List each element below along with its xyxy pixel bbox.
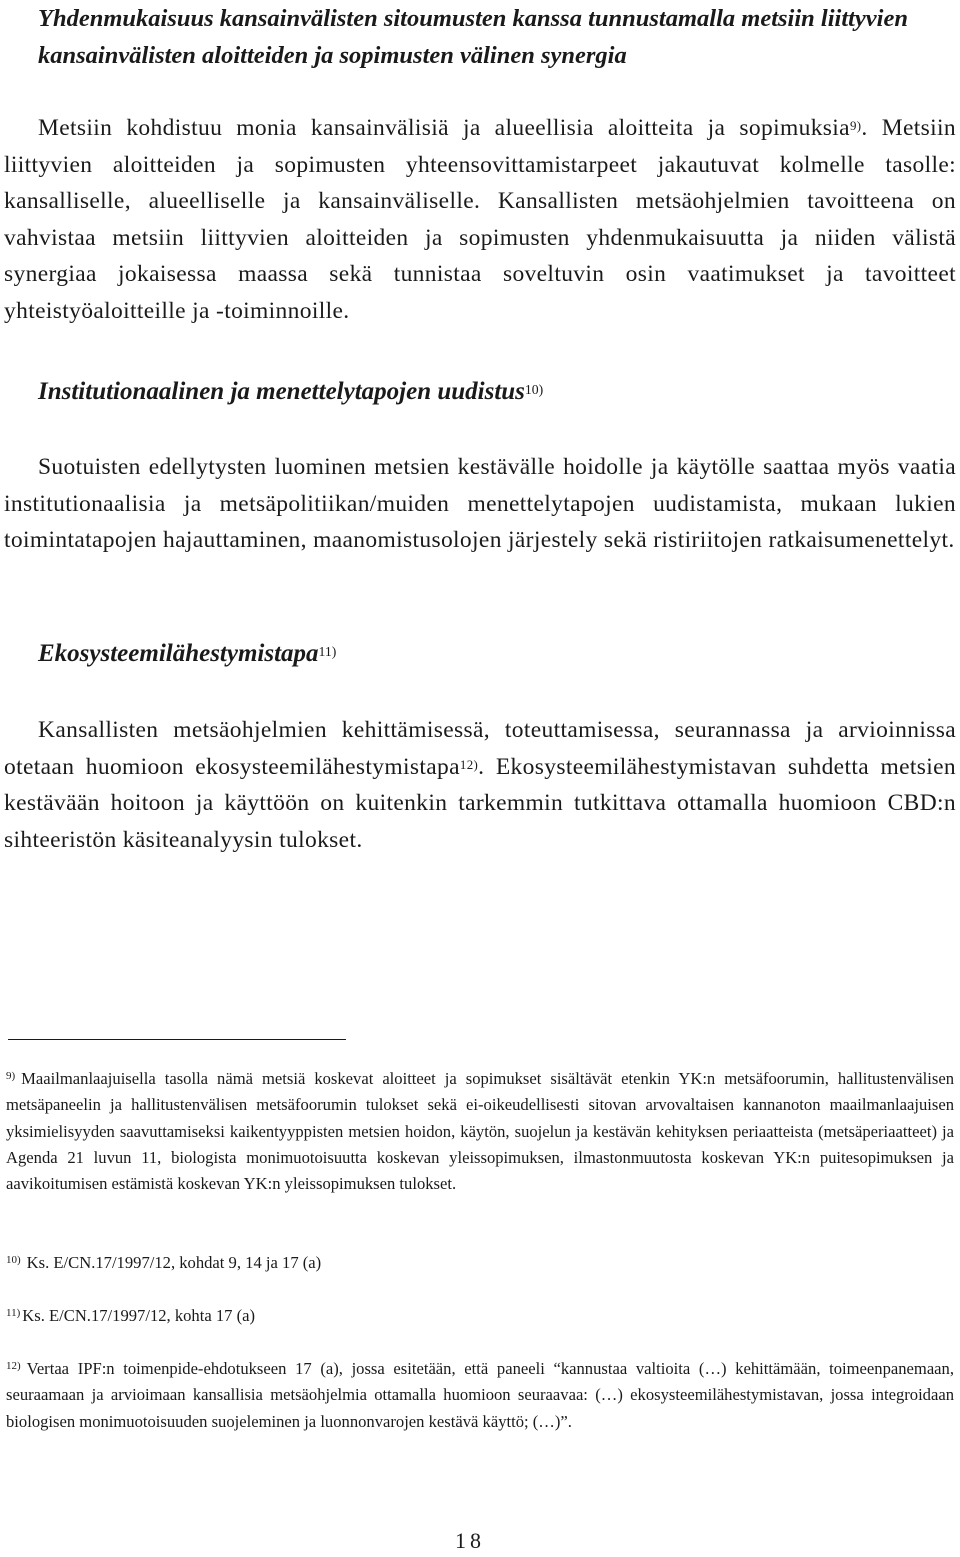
paragraph-text: . Ekosysteemilähestymistavan suhdetta metsien kestävään hoitoon ja käyttöön on kuitenkin tarkemmin tutkittava ottamalla huomioon CBD:n sihteeristön käsiteanalyysin tulokset. xyxy=(4,753,956,853)
page-number: 18 xyxy=(455,1528,485,1553)
paragraph-institutional xyxy=(4,449,956,559)
footnote-12 xyxy=(6,1356,954,1435)
section-heading-synergy xyxy=(38,0,943,74)
paragraph-text: Metsiin kohdistuu monia kansainvälisiä ja alueellisia aloitteita ja sopimuksia xyxy=(38,115,850,141)
footnote-ref-10[interactable]: 10) xyxy=(524,382,544,397)
footnote-text: Maailmanlaajuisella tasolla nämä metsiä koskevat aloitteet ja sopimukset sisältävät etenkin YK:n metsäfoorumin, hallitustenvälisen metsäpaneelin ja hallitustenvälisen metsäfoorumin tulokset sekä ei-oikeudellisesti sitovan arvovaltaisen kannanoton maailmanlaajuisen yksimielisyyden saavuttamiseksi kaikentyyppisten metsien hoidon, käytön, suojelun ja kestävän kehityksen periaatteista (metsäperiaatteet) ja Agenda 21 luvun 11, biologista monimuotoisuutta koskevan yleissopimuksen, ilmastonmuutosta koskevan YK:n puitesopimuksen ja aavikoitumisen estämistä koskevan YK:n yleissopimuksen tulokset. xyxy=(6,1069,954,1194)
paragraph-synergy xyxy=(4,110,956,330)
section-heading-text: Yhdenmukaisuus kansainvälisten sitoumusten kanssa tunnustamalla metsiin liittyvien kansainvälisten aloitteiden ja sopimusten välinen synergia xyxy=(38,5,908,69)
section-heading-ecosystem xyxy=(38,636,938,672)
section-heading-text: Ekosysteemilähestymistapa xyxy=(38,640,319,667)
paragraph-ecosystem xyxy=(4,712,956,858)
paragraph-text: . Metsiin liittyvien aloitteiden ja sopimusten yhteensovittamistarpeet jakautuvat kolmelle tasolle: kansalliselle, alueelliselle ja kansainväliselle. Kansallisten metsäohjelmien tavoitteena on vahvistaa metsiin liittyvien aloitteiden ja sopimusten yhdenmukaisuutta ja niiden välistä synergiaa jokaisessa maassa sekä tunnistaa soveltuvin osin vaatimukset ja tavoitteet yhteistyöaloitteille ja -toiminnoille. xyxy=(4,115,956,324)
footnote-ref-11[interactable]: 11) xyxy=(318,644,337,659)
footnote-ref-12[interactable]: 12) xyxy=(459,756,479,772)
footnote-text: Ks. E/CN.17/1997/12, kohdat 9, 14 ja 17 (a) xyxy=(26,1253,322,1272)
footnote-11 xyxy=(6,1303,954,1329)
footnote-text: Ks. E/CN.17/1997/12, kohta 17 (a) xyxy=(22,1306,256,1325)
section-heading-text: Institutionaalinen ja menettelytapojen uudistus xyxy=(38,378,525,405)
footnote-10 xyxy=(6,1250,954,1276)
footnote-mark: 9) xyxy=(6,1070,16,1082)
paragraph-text: Suotuisten edellytysten luominen metsien kestävälle hoidolle ja käytölle saattaa myös vaatia institutionaalisia ja metsäpolitiikan/muiden menettelytapojen uudistamista, mukaan lukien toimintatapojen hajauttaminen, maanomistusolojen järjestely sekä ristiriitojen ratkaisumenettelyt. xyxy=(4,454,956,554)
footnote-text: Vertaa IPF:n toimenpide-ehdotukseen 17 (a), jossa esitetään, että paneeli “kannustaa valtioita (…) kehittämään, toimeenpanemaan, seuraamaan ja arvioimaan kansallisia metsäohjelmia ottamalla huomioon seuraavaa: (…) ekosysteemilähestymistavan, jossa integroidaan biologisen monimuotoisuuden suojeleminen ja luonnonvarojen kestävä käyttö; (…)”. xyxy=(6,1359,954,1431)
footnote-9 xyxy=(6,1066,954,1197)
footnote-mark: 12) xyxy=(6,1360,21,1372)
footnote-separator xyxy=(8,1039,346,1040)
paragraph-text: Kansallisten metsäohjelmien kehittämisessä, toteuttamisessa, seurannassa ja arvioinnissa otetaan huomioon ekosysteemilähestymistapa xyxy=(4,717,956,780)
section-heading-institutional xyxy=(38,374,938,410)
footnote-mark: 10) xyxy=(6,1254,21,1266)
footnote-ref-9[interactable]: 9) xyxy=(849,118,862,133)
footnote-mark: 11) xyxy=(6,1307,21,1319)
